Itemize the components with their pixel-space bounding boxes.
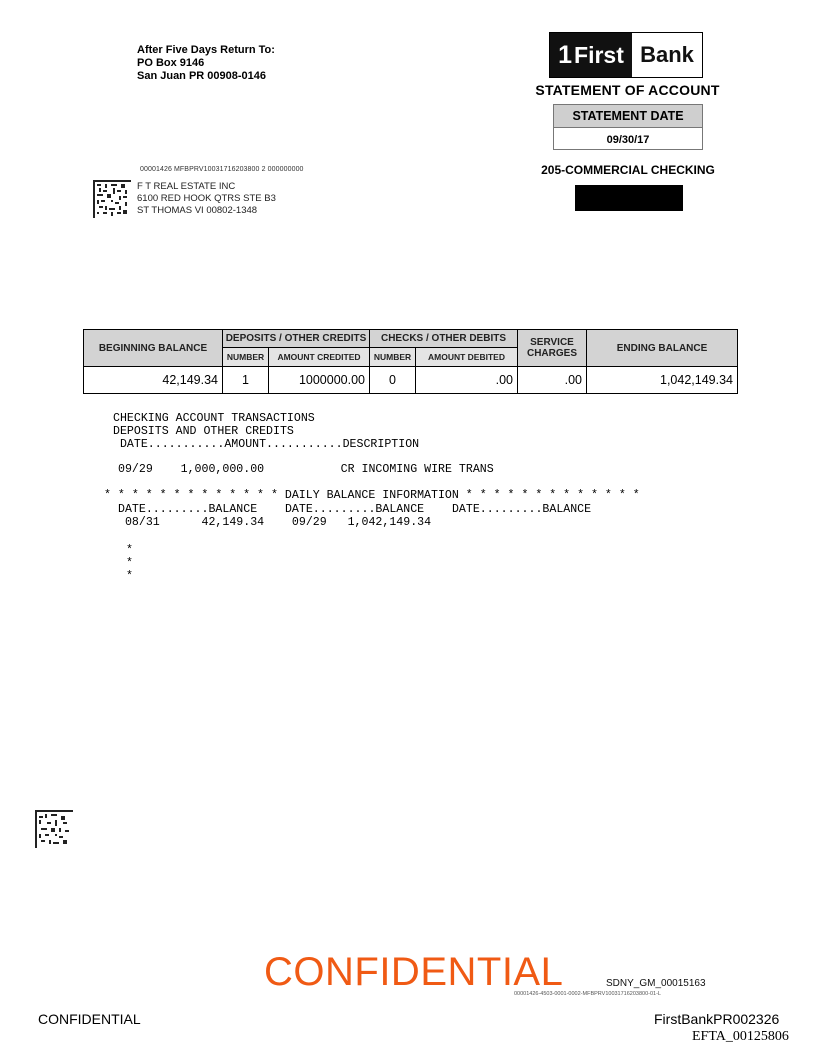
- transactions-header: [113, 412, 419, 451]
- header-amount-debited: AMOUNT DEBITED: [416, 348, 518, 367]
- daily-balance-banner: * * * * * * * * * * * * * DAILY BALANCE INFORMATION * * * * * * * * * * * * *: [104, 489, 640, 502]
- account-summary-table: [83, 329, 738, 394]
- check-count: 0: [370, 367, 416, 394]
- end-markers: * * *: [126, 544, 133, 583]
- header-beginning-balance: BEGINNING BALANCE: [84, 330, 223, 367]
- logo-numeral: 1: [558, 40, 573, 69]
- service-charges-value: .00: [518, 367, 587, 394]
- redaction-bar: [575, 185, 683, 211]
- efta-number: EFTA_00125806: [692, 1029, 789, 1044]
- account-type: 205-COMMERCIAL CHECKING: [541, 163, 715, 177]
- customer-street: 6100 RED HOOK QTRS STE B3: [137, 193, 276, 204]
- transactions-heading-1: CHECKING ACCOUNT TRANSACTIONS: [113, 412, 315, 425]
- customer-name: F T REAL ESTATE INC: [137, 181, 236, 192]
- document-code: 00001426-4503-0001-0002-MFBPRV10031716203800-01-L: [514, 991, 661, 997]
- statement-date-value: 09/30/17: [606, 133, 650, 146]
- logo-first-text: First: [574, 41, 624, 68]
- amount-credited-value: 1000000.00: [269, 367, 370, 394]
- customer-city: ST THOMAS VI 00802-1348: [137, 205, 258, 216]
- return-address: [137, 44, 275, 83]
- header-chk-number: NUMBER: [370, 348, 416, 367]
- statement-title: STATEMENT OF ACCOUNT: [535, 82, 720, 98]
- datamatrix-code-icon-bottom: [35, 810, 73, 848]
- return-address-line-3: San Juan PR 00908-0146: [137, 70, 267, 82]
- transaction-row: 09/29 1,000,000.00 CR INCOMING WIRE TRANS: [118, 463, 494, 476]
- return-address-line-1: After Five Days Return To:: [137, 44, 275, 56]
- header-checks: CHECKS / OTHER DEBITS: [370, 330, 518, 348]
- beginning-balance-value: 42,149.34: [84, 367, 223, 394]
- mail-code: 00001426 MFBPRV10031716203800 2 000000000: [140, 166, 304, 173]
- header-amount-credited: AMOUNT CREDITED: [269, 348, 370, 367]
- logo-first-block: [550, 33, 632, 77]
- header-service-charges: SERVICE CHARGES: [518, 330, 587, 367]
- header-ending-balance: ENDING BALANCE: [587, 330, 738, 367]
- bank-logo: [549, 32, 703, 78]
- confidential-label: CONFIDENTIAL: [38, 1011, 141, 1027]
- amount-debited-value: .00: [416, 367, 518, 394]
- daily-balance-columns: DATE.........BALANCE DATE.........BALANCE DATE.........BALANCE: [118, 503, 592, 516]
- transactions-heading-2: DEPOSITS AND OTHER CREDITS: [113, 425, 294, 438]
- confidential-stamp: CONFIDENTIAL: [264, 950, 564, 994]
- ending-balance-value: 1,042,149.34: [587, 367, 738, 394]
- deposit-count: 1: [223, 367, 269, 394]
- datamatrix-code-icon: [93, 180, 131, 218]
- return-address-line-2: PO Box 9146: [137, 57, 205, 69]
- statement-date-box: [553, 104, 703, 150]
- transactions-columns: DATE...........AMOUNT...........DESCRIPTION: [113, 438, 420, 451]
- header-dep-number: NUMBER: [223, 348, 269, 367]
- customer-address: [137, 181, 276, 217]
- header-deposits: DEPOSITS / OTHER CREDITS: [223, 330, 370, 348]
- statement-date-label: STATEMENT DATE: [554, 105, 702, 128]
- daily-balance-row: 08/31 42,149.34 09/29 1,042,149.34: [118, 516, 432, 529]
- logo-bank-text: Bank: [640, 42, 694, 67]
- sdny-number: SDNY_GM_00015163: [606, 978, 706, 989]
- bates-number: FirstBankPR002326: [654, 1011, 780, 1027]
